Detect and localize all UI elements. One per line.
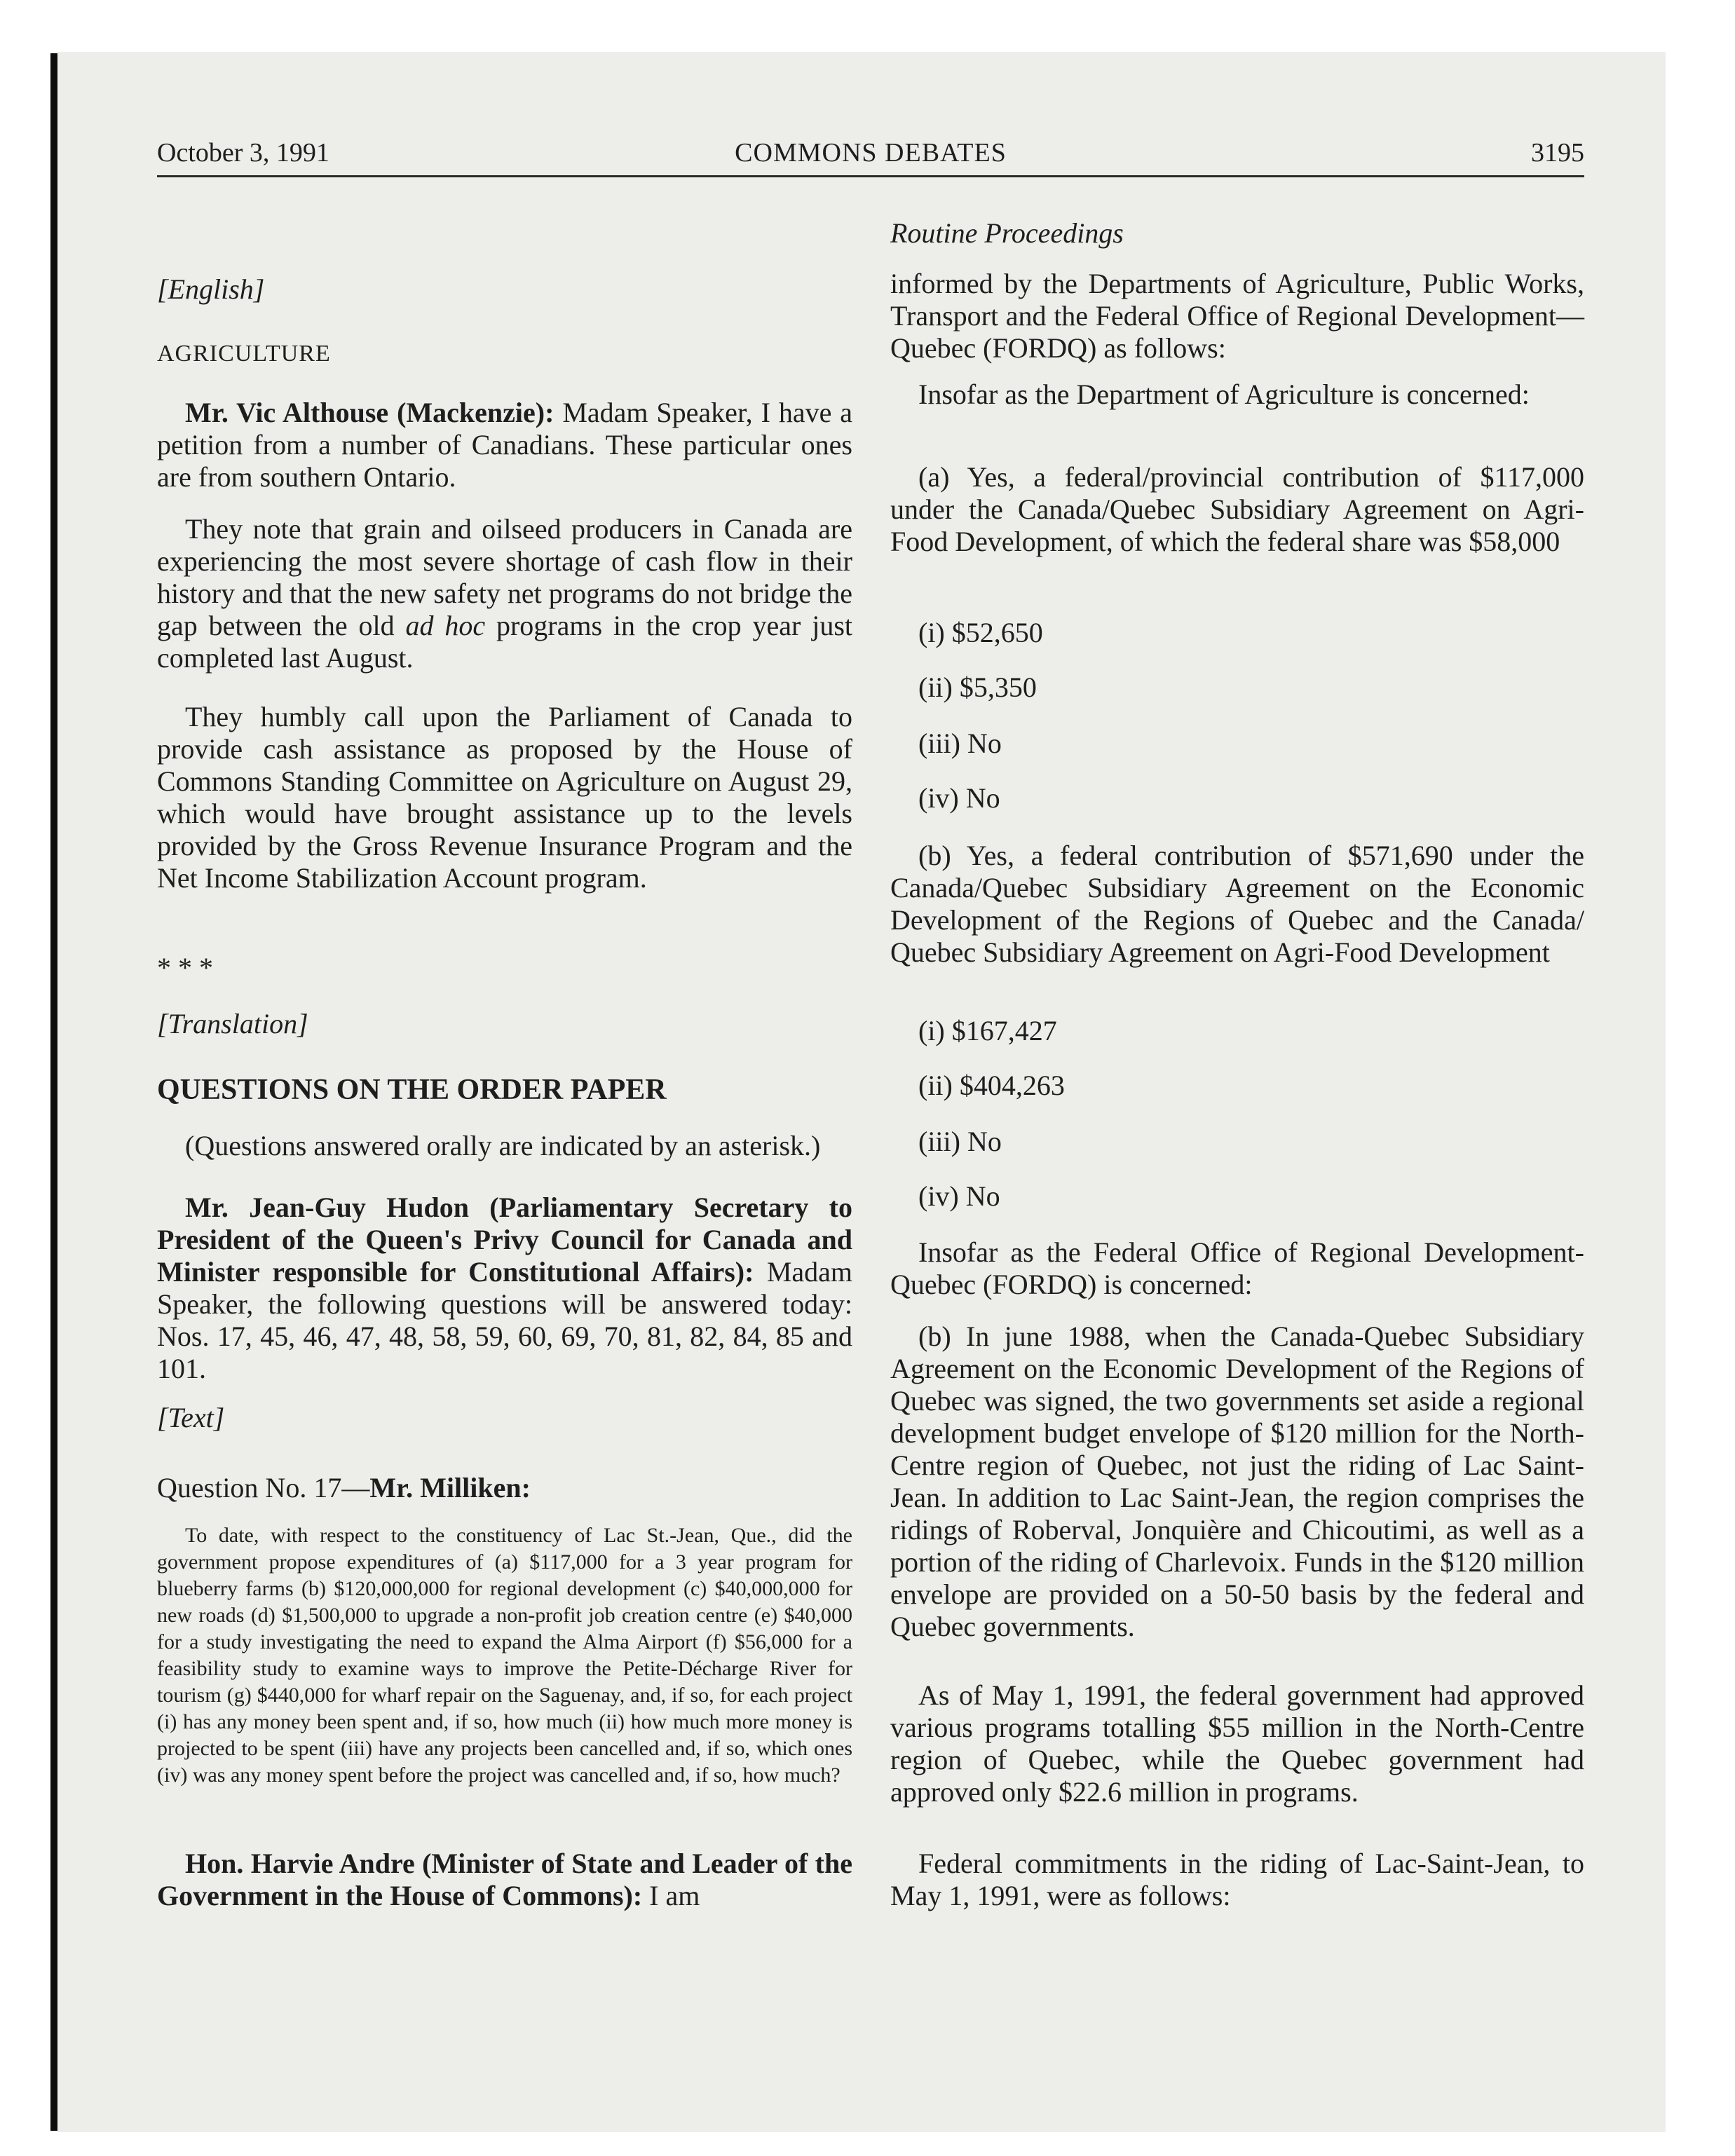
language-tag-english: [English] [157, 273, 265, 305]
hudon-text: Madam Speaker, the following questions will be answered today: Nos. 17, 45, 46, 47, 48, 58, 59, 60, 69, 70, 81, 82, 84, 85 and 101. [157, 1256, 852, 1384]
answer-a-item: (iii) No [918, 728, 1002, 759]
answer-b-item: (i) $167,427 [918, 1015, 1057, 1046]
heading-questions: QUESTIONS ON THE ORDER PAPER [157, 1074, 667, 1106]
header-date: October 3, 1991 [157, 138, 329, 168]
answer-fordq-b: (b) In june 1988, when the Canada-Quebec Subsidiary Agreement on the Economic Development of the Regions of Quebec was signed, the two governments set aside a regional development budget envelope of $120 million for the North-Centre region of Quebec, not just the riding of Lac Saint-Jean. In addition to Lac Saint-Jean, the region comprises the ridings of Roberval, Jonquière and Chicoutimi, as well as a portion of the riding of Charlevoix. Funds in the $120 million envelope are provided on a 50-50 basis by the federal and Quebec governments. [890, 1321, 1584, 1642]
answer-b-item: (iv) No [918, 1180, 1000, 1212]
answer-agriculture-intro: Insofar as the Department of Agriculture is concerned: [918, 378, 1530, 410]
page-header [157, 137, 1584, 177]
answer-intro: informed by the Departments of Agriculture, Public Works, Transport and the Federal Office of Regional Development—Quebec (FORDQ) as follows: [890, 268, 1584, 364]
althouse-petition [157, 397, 852, 493]
answer-fordq-intro: Insofar as the Federal Office of Regional Development-Quebec (FORDQ) is concerned: [890, 1236, 1584, 1300]
language-tag-text: [Text] [157, 1402, 225, 1433]
speaker-andre: Hon. Harvie Andre (Minister of State and Leader of the Government in the House of Commons): [157, 1848, 852, 1911]
hudon-statement [157, 1192, 852, 1385]
section-title: Routine Proceedings [890, 217, 1124, 249]
language-tag-translation: [Translation] [157, 1008, 308, 1039]
answer-commitments: Federal commitments in the riding of Lac-Saint-Jean, to May 1, 1991, were as follows: [890, 1848, 1584, 1911]
answer-a: (a) Yes, a federal/provincial contribution of $117,000 under the Canada/Quebec Subsidiary Agreement on Agri-Food Development, of which the federal share was $58,000 [890, 461, 1584, 557]
question-heading: Question No. 17—Mr. Milliken: [157, 1472, 531, 1503]
petition-paragraph-1: They note that grain and oilseed producers in Canada are experiencing the most severe shortage of cash flow in their history and that the new safety net programs do not bridge the gap between the old ad hoc programs in the crop year just completed last August. [157, 513, 853, 674]
answer-may-1991: As of May 1, 1991, the federal government had approved various programs totalling $55 million in the North-Centre region of Quebec, while the Quebec government had approved only $22.6 million in programs. [890, 1679, 1584, 1808]
section-separator: * * * [157, 952, 213, 983]
answer-b: (b) Yes, a federal contribution of $571,690 under the Canada/Quebec Subsidiary Agreement on the Economic Development of the Regions of Quebec and the Canada/ Quebec Subsidiary Agreement on Agri-Food Development [890, 840, 1584, 968]
answer-a-item: (ii) $5,350 [918, 671, 1037, 703]
speaker-althouse: Mr. Vic Althouse (Mackenzie): [185, 397, 554, 428]
header-page-number: 3195 [1531, 138, 1584, 168]
answer-a-item: (iv) No [918, 782, 1000, 814]
header-title: COMMONS DEBATES [735, 138, 1007, 168]
scan-edge [50, 53, 57, 2131]
answer-a-item: (i) $52,650 [918, 617, 1043, 648]
questions-note: (Questions answered orally are indicated by an asterisk.) [185, 1130, 821, 1161]
andre-statement [157, 1848, 852, 1912]
question-body: To date, with respect to the constituency of Lac St.-Jean, Que., did the government propose expenditures of (a) $117,000 for a 3 year program for blueberry farms (b) $120,000,000 for regional development (c) $40,000,000 for new roads (d) $1,500,000 to upgrade a non-profit job creation centre (e) $40,000 for a study investigating the need to expand the Alma Airport (f) $56,000 for a feasibility study to examine ways to improve the Petite-Décharge River for tourism (g) $440,000 for wharf repair on the Saguenay, and, if so, for each project (i) has any money been spent and, if so, how much (ii) how much more money is projected to be spent (iii) have any projects been cancelled and, if so, which ones (iv) was any money spent before the project was cancelled and, if so, how much? [157, 1524, 852, 1787]
answer-b-item: (iii) No [918, 1126, 1002, 1157]
answer-b-item: (ii) $404,263 [918, 1070, 1065, 1101]
petition-paragraph-2: They humbly call upon the Parliament of Canada to provide cash assistance as proposed by the House of Commons Standing Committee on Agriculture on August 29, which would have brought assistance up to the levels provided by the Gross Revenue Insurance Program and the Net Income Stabilization Account program. [157, 701, 852, 894]
althouse-text: Madam Speaker, I have a petition from a number of Canadians. These particular ones are from southern Ontario. [157, 397, 852, 493]
speaker-hudon: Mr. Jean-Guy Hudon (Parliamentary Secretary to President of the Queen's Privy Council for Canada and Minister responsible for Constitutional Affairs): [157, 1192, 852, 1288]
header-rule [157, 175, 1584, 177]
andre-text: I am [642, 1880, 700, 1911]
heading-agriculture: AGRICULTURE [157, 341, 331, 367]
